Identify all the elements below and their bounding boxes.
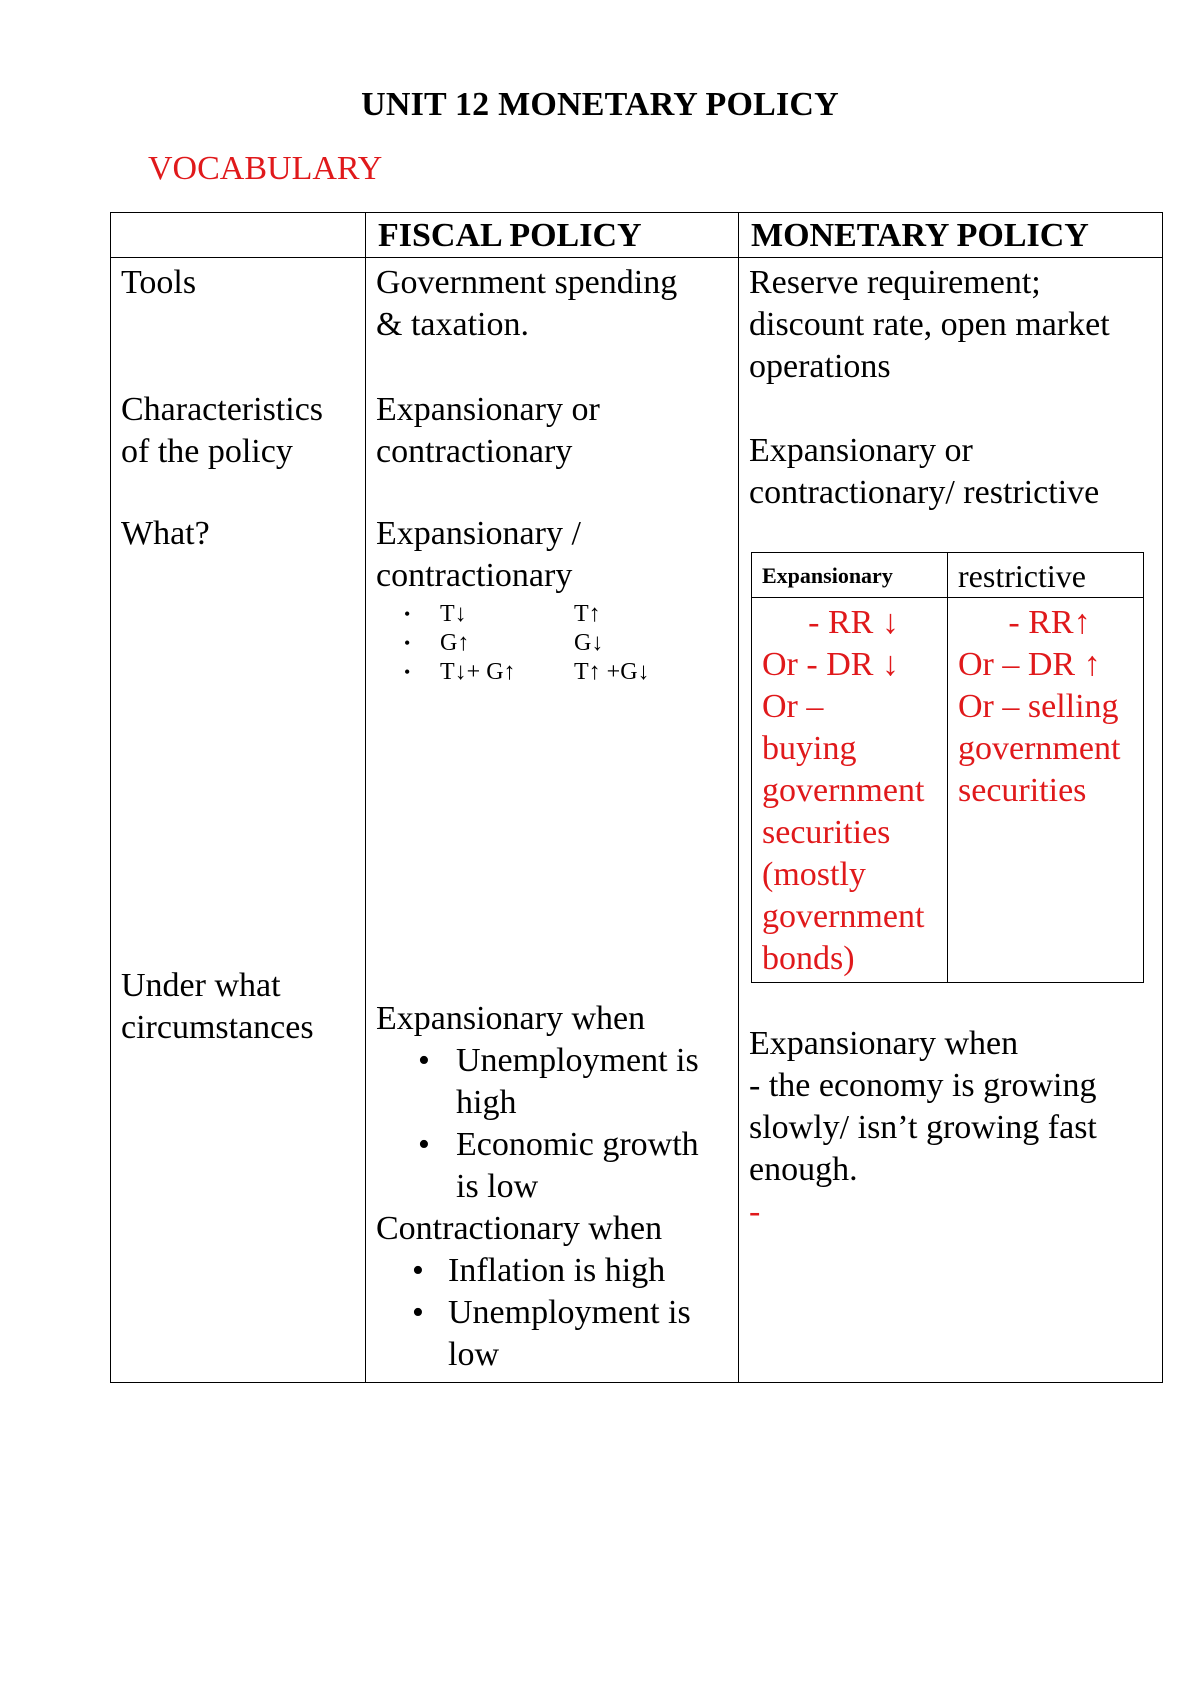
monetary-tools-line1: Reserve requirement; xyxy=(749,264,1041,301)
monetary-char-line1: Expansionary or xyxy=(749,432,973,469)
item-line1: Inflation is high xyxy=(448,1252,666,1289)
fiscal-column-cell xyxy=(366,258,739,1383)
label-circumstances: circumstances xyxy=(121,1009,314,1046)
measure-line: - RR ↓ xyxy=(808,604,899,641)
monetary-column-cell xyxy=(739,258,1163,1383)
monetary-tools-line2: discount rate, open market xyxy=(749,306,1110,343)
list-item xyxy=(376,628,730,657)
measure-line: securities xyxy=(958,772,1087,809)
table-body-row xyxy=(111,258,1163,1383)
monetary-char-line2: contractionary/ restrictive xyxy=(749,474,1100,511)
monetary-instruments-table xyxy=(751,552,1144,983)
item-line1: Unemployment is xyxy=(456,1042,699,1079)
bullet-icon: • xyxy=(404,632,411,653)
monetary-exp-line2: slowly/ isn’t growing fast xyxy=(749,1109,1097,1146)
measure-line: - RR↑ xyxy=(1008,604,1091,641)
monetary-exp-line1: - the economy is growing xyxy=(749,1067,1097,1104)
bullet-icon: • xyxy=(412,1294,424,1331)
list-item xyxy=(376,1124,730,1208)
section-heading: VOCABULARY xyxy=(148,150,383,187)
row-labels-cell xyxy=(111,258,366,1383)
measure-line: bonds) xyxy=(762,940,855,977)
header-fiscal-policy: FISCAL POLICY xyxy=(366,213,739,258)
fiscal-expansionary-when: Expansionary when xyxy=(376,1000,646,1037)
bullet-icon: • xyxy=(418,1042,430,1079)
measure-line: government xyxy=(958,730,1121,767)
arrow-contractionary: G↓ xyxy=(574,629,604,656)
arrow-contractionary: T↑ xyxy=(574,600,601,627)
item-line1: Unemployment is xyxy=(448,1294,691,1331)
bullet-icon: • xyxy=(412,1252,424,1289)
inner-header-row xyxy=(752,553,1144,598)
bullet-icon: • xyxy=(404,661,411,682)
fiscal-tools-line2: & taxation. xyxy=(376,306,529,343)
page-title: UNIT 12 MONETARY POLICY xyxy=(361,86,839,123)
measure-line: buying xyxy=(762,730,857,767)
inner-body-row xyxy=(752,598,1144,983)
header-monetary-policy: MONETARY POLICY xyxy=(739,213,1163,258)
fiscal-char-line2: contractionary xyxy=(376,433,573,470)
monetary-tools-line3: operations xyxy=(749,348,891,385)
fiscal-contractionary-when: Contractionary when xyxy=(376,1210,663,1247)
label-tools: Tools xyxy=(121,264,197,301)
arrow-contractionary: T↑ +G↓ xyxy=(574,658,650,685)
measure-line: Or – selling xyxy=(958,688,1119,725)
item-line1: Economic growth xyxy=(456,1126,699,1163)
item-line2: low xyxy=(448,1336,499,1373)
measure-line: Or – DR ↑ xyxy=(958,646,1101,683)
label-of-the-policy: of the policy xyxy=(121,433,293,470)
arrow-expansionary: T↓+ G↑ xyxy=(440,658,516,685)
list-item xyxy=(376,1040,730,1124)
monetary-expansionary-when: Expansionary when xyxy=(749,1025,1019,1062)
fiscal-arrow-list xyxy=(376,599,730,686)
list-item xyxy=(376,1292,730,1376)
table-header-row xyxy=(111,213,1163,258)
restrictive-measures xyxy=(948,598,1144,983)
measure-line: government xyxy=(762,898,925,935)
measure-line: Or - DR ↓ xyxy=(762,646,899,683)
item-line2: high xyxy=(456,1084,517,1121)
fiscal-what-line2: contractionary xyxy=(376,557,573,594)
policy-comparison-table xyxy=(110,212,1163,1383)
bullet-icon: • xyxy=(404,603,411,624)
measure-line: securities xyxy=(762,814,891,851)
measure-line: Or – xyxy=(762,688,824,725)
bullet-icon: • xyxy=(418,1126,430,1163)
arrow-expansionary: T↓ xyxy=(440,600,467,627)
fiscal-char-line1: Expansionary or xyxy=(376,391,600,428)
label-characteristics: Characteristics xyxy=(121,391,324,428)
measure-line: government xyxy=(762,772,925,809)
fiscal-expansionary-list xyxy=(376,1040,730,1208)
inner-header-expansionary: Expansionary xyxy=(752,553,948,598)
list-item xyxy=(376,599,730,628)
monetary-dash: - xyxy=(749,1193,761,1230)
measure-line: (mostly xyxy=(762,856,866,893)
inner-header-restrictive: restrictive xyxy=(948,553,1144,598)
header-empty xyxy=(111,213,366,258)
list-item xyxy=(376,657,730,686)
arrow-expansionary: G↑ xyxy=(440,629,470,656)
item-line2: is low xyxy=(456,1168,539,1205)
expansionary-measures xyxy=(752,598,948,983)
list-item xyxy=(376,1250,730,1292)
fiscal-what-line1: Expansionary / xyxy=(376,515,581,552)
label-under-what: Under what xyxy=(121,967,281,1004)
fiscal-tools-line1: Government spending xyxy=(376,264,678,301)
label-what: What? xyxy=(121,515,210,552)
fiscal-contractionary-list xyxy=(376,1250,730,1376)
monetary-exp-line3: enough. xyxy=(749,1151,858,1188)
